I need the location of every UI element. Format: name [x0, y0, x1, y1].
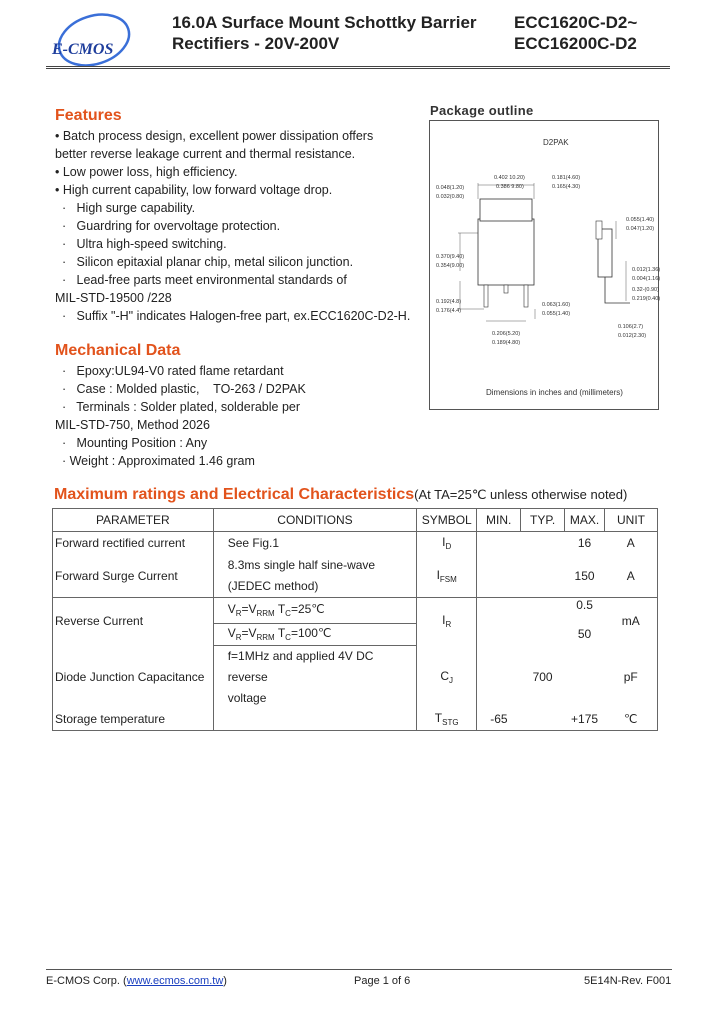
- param-cell: Reverse Current: [53, 597, 214, 645]
- features-list: [55, 127, 410, 325]
- max-cell: 50: [577, 627, 592, 641]
- cond-cell: [213, 597, 417, 623]
- cond-part: T: [274, 626, 286, 640]
- title-line-2: Rectifiers - 20V-200V: [172, 34, 340, 53]
- typ-cell: [521, 532, 565, 555]
- param-cell: Storage temperature: [53, 709, 214, 731]
- max-cell: [565, 645, 605, 709]
- cond-part: =V: [241, 602, 257, 616]
- symbol-cell: [417, 555, 477, 598]
- typ-cell: 700: [532, 669, 553, 684]
- footer-company: [46, 975, 227, 987]
- max-cell: 16: [565, 532, 605, 555]
- table-row: [53, 532, 658, 555]
- features-heading: Features: [55, 107, 122, 124]
- symbol-cell: [417, 532, 477, 555]
- features-line: • Low power loss, high efficiency.: [55, 165, 238, 179]
- cond-sub: RRM: [256, 609, 275, 618]
- footer-company-text: E-CMOS Corp. (: [46, 975, 127, 987]
- features-line: · Guardring for overvoltage protection.: [55, 219, 281, 233]
- package-tab: [480, 199, 532, 221]
- min-cell: [477, 555, 521, 598]
- col-header: CONDITIONS: [213, 509, 417, 532]
- col-header: TYP.: [521, 509, 565, 532]
- symbol-letter: I: [436, 567, 440, 582]
- symbol-sub: D: [445, 542, 452, 552]
- cond-part: =V: [241, 626, 257, 640]
- package-title: Package outline: [430, 103, 534, 118]
- logo-text: E-CMOS: [52, 41, 114, 58]
- mechanical-line: · Terminals : Solder plated, solderable per: [55, 400, 301, 414]
- col-header: SYMBOL: [417, 509, 477, 532]
- mechanical-line: MIL-STD-750, Method 2026: [55, 418, 210, 432]
- symbol-letter: I: [442, 613, 446, 628]
- cond-sub: R: [235, 609, 242, 618]
- title-line-1: 16.0A Surface Mount Schottky Barrier: [172, 13, 477, 32]
- unit-cell: ℃: [605, 709, 658, 731]
- footer-website-link[interactable]: www.ecmos.com.tw: [126, 975, 224, 987]
- features-line: · Silicon epitaxial planar chip, metal silicon junction.: [55, 255, 354, 269]
- dim-text: 0.055(1.40): [542, 311, 571, 317]
- typ-cell: [521, 597, 565, 645]
- dim-text: 0.219(0.40): [632, 296, 660, 302]
- dim-text: 0.354(9.00): [436, 263, 465, 269]
- dim-text: 0.106(2.7): [618, 324, 644, 330]
- dim-text: 0.048(1.20): [436, 185, 465, 191]
- cond-cell: [213, 555, 417, 598]
- features-line: · Ultra high-speed switching.: [55, 237, 227, 251]
- dim-text: 0.012(1.36): [632, 267, 660, 273]
- cond-part: =100℃: [290, 626, 332, 640]
- ratings-table: [52, 508, 658, 731]
- unit-cell: A: [605, 555, 658, 598]
- package-outline-box: [429, 120, 659, 410]
- cond-sub: C: [285, 633, 291, 642]
- part-number: [514, 12, 637, 54]
- col-header: MIN.: [477, 509, 521, 532]
- symbol-cell: [417, 709, 477, 731]
- symbol-sub: J: [449, 675, 454, 685]
- symbol-cell: [417, 597, 477, 645]
- ratings-conditions-note: (At TA=25℃ unless otherwise noted): [414, 487, 628, 502]
- dim-text: 0.032(0.80): [436, 194, 465, 200]
- table-row: [53, 645, 658, 709]
- max-cell: 0.5: [565, 597, 605, 623]
- min-cell: [477, 645, 521, 709]
- dim-text: 0.165(4.30): [552, 184, 581, 190]
- mechanical-line: · Case : Molded plastic, TO-263 / D2PAK: [55, 382, 306, 396]
- table-row: [53, 555, 658, 598]
- header-rule: [46, 66, 670, 67]
- col-header: UNIT: [605, 509, 658, 532]
- dim-text: 0.063(1.60): [542, 302, 571, 308]
- dim-text: 0.189(4.80): [492, 340, 521, 346]
- symbol-letter: C: [440, 668, 450, 683]
- mechanical-line: · Weight : Approximated 1.46 gram: [55, 454, 255, 468]
- param-cell: Diode Junction Capacitance: [53, 645, 214, 709]
- dim-text: 0.206(5.20): [492, 331, 521, 337]
- footer-revision: 5E14N-Rev. F001: [584, 975, 672, 987]
- footer-company-end: ): [223, 975, 227, 987]
- cond-cell: See Fig.1: [213, 532, 417, 555]
- typ-cell: [521, 555, 565, 598]
- footer-rule: [46, 969, 672, 970]
- cond-line: 8.3ms single half sine-wave: [227, 557, 376, 572]
- mechanical-line: · Epoxy:UL94-V0 rated flame retardant: [55, 364, 284, 378]
- symbol-sub: R: [445, 620, 452, 630]
- symbol-letter: I: [442, 535, 446, 550]
- ratings-heading: Maximum ratings and Electrical Characteristics: [54, 486, 415, 503]
- cond-part: T: [274, 602, 286, 616]
- typ-cell: [521, 709, 565, 731]
- dim-text: 0.386 9.80): [496, 184, 524, 190]
- cond-cell: [213, 709, 417, 731]
- dim-text: 0.370(9.40): [436, 254, 465, 260]
- dim-text: 0.181(4.60): [552, 175, 581, 181]
- param-cell: Forward rectified current: [53, 532, 214, 555]
- cond-cell: [213, 623, 417, 645]
- cond-sub: C: [285, 609, 291, 618]
- mechanical-list: [55, 362, 306, 470]
- unit-cell: pF: [605, 645, 658, 709]
- mechanical-line: · Mounting Position : Any: [55, 436, 208, 450]
- features-line: · Lead-free parts meet environmental standards of: [55, 273, 347, 287]
- table-header-row: [53, 509, 658, 532]
- dim-text: 0.32-(0.90): [632, 287, 659, 293]
- package-name: D2PAK: [543, 138, 569, 147]
- param-cell: Forward Surge Current: [53, 555, 214, 598]
- dim-text: 0.055(1.40): [626, 217, 655, 223]
- dim-text: 0.176(4.4): [436, 308, 462, 314]
- features-line: MIL-STD-19500 /228: [55, 291, 172, 305]
- symbol-cell: [417, 645, 477, 709]
- min-cell: [477, 532, 521, 555]
- package-body: [478, 219, 534, 285]
- features-line: • High current capability, low forward voltage drop.: [55, 183, 333, 197]
- mechanical-heading: Mechanical Data: [55, 342, 181, 359]
- min-cell: -65: [477, 709, 521, 731]
- part-line-1: ECC1620C-D2~: [514, 13, 638, 32]
- company-logo: [42, 10, 138, 68]
- symbol-letter: T: [434, 711, 443, 726]
- table-row: [53, 597, 658, 623]
- features-line: better reverse leakage current and thermal resistance.: [55, 147, 356, 161]
- cond-line: f=1MHz and applied 4V DC reverse: [227, 648, 374, 684]
- col-header: PARAMETER: [53, 509, 214, 532]
- package-caption: Dimensions in inches and (millimeters): [486, 388, 623, 397]
- col-header: MAX.: [565, 509, 605, 532]
- cond-part: V: [227, 626, 236, 640]
- footer-page-number: Page 1 of 6: [354, 975, 411, 987]
- max-cell: 150: [565, 555, 605, 598]
- features-line: • Batch process design, excellent power dissipation offers: [55, 129, 374, 143]
- unit-cell: mA: [605, 597, 658, 645]
- cond-line: (JEDEC method): [227, 578, 319, 593]
- dim-text: 0.004(1.16): [632, 276, 660, 282]
- header-rule-2: [46, 68, 670, 69]
- cond-part: V: [227, 602, 236, 616]
- symbol-sub: FSM: [439, 574, 457, 584]
- features-line: · Suffix "-H" indicates Halogen-free part, ex.ECC1620C-D2-H.: [55, 309, 411, 323]
- document-title: [172, 12, 477, 54]
- cond-cell: [213, 645, 417, 709]
- table-row: [53, 709, 658, 731]
- unit-cell: A: [605, 532, 658, 555]
- max-cell: +175: [565, 709, 605, 731]
- part-line-2: ECC16200C-D2: [514, 34, 637, 53]
- min-cell: [477, 597, 521, 645]
- cond-sub: R: [235, 633, 242, 642]
- cond-line: voltage: [227, 690, 267, 705]
- dim-text: 0.192(4.8): [436, 299, 462, 305]
- dim-text: 0.012(2.30): [618, 333, 647, 339]
- cond-sub: RRM: [256, 633, 275, 642]
- ratings-heading-row: [54, 486, 627, 504]
- cond-part: =25℃: [290, 602, 325, 616]
- dim-text: 0.047(1.20): [626, 226, 655, 232]
- features-line: · High surge capability.: [55, 201, 196, 215]
- symbol-sub: STG: [442, 718, 459, 728]
- dim-text: 0.402 10.20): [494, 175, 525, 181]
